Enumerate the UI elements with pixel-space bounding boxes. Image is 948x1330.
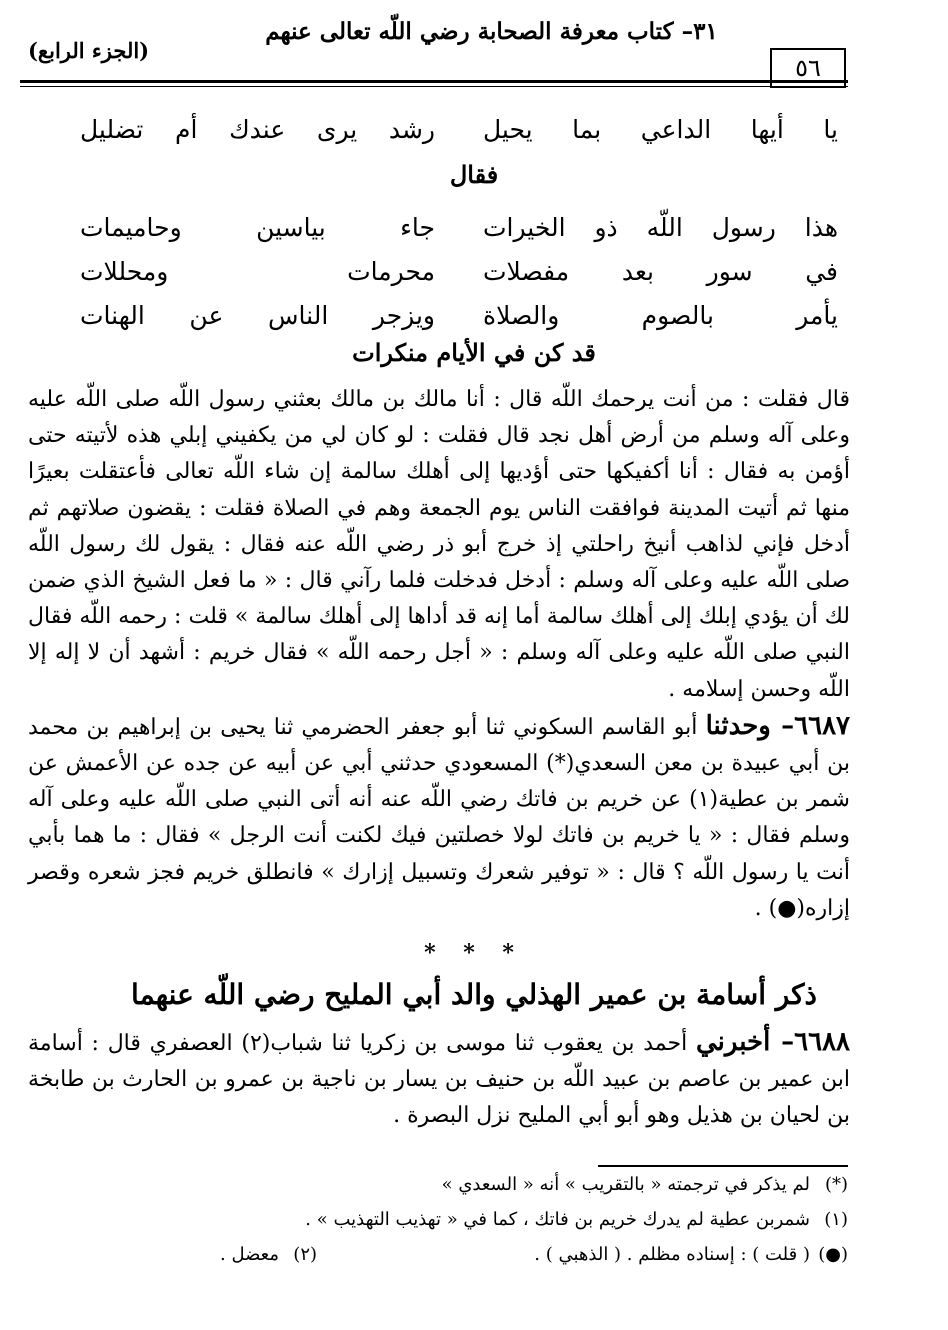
verse-second-hemistich: محرمات ومحللات (80, 257, 435, 286)
poem-closing-line: قد كن في الأيام منكرات (352, 338, 596, 367)
hadith-text: أبو القاسم السكوني ثنا أبو جعفر الحضرمي ثنا يحيى بن إبراهيم بن محمد بن أبي عبيدة بن معن السعدي(*) المسعودي حدثني أبي عن أبيه عن جده عن الأعمش عن شمر بن عطية(١) عن خريم بن فاتك رضي اللّه عنه أنه أتى النبي صلى اللّه عليه وعلى آله وسلم فقال : « يا خريم بن فاتك لولا خصلتين فيك لكنت أنت الرجل » فقال : ما هما بأبي أنت يا رسول اللّه ؟ قال : « توفير شعرك وتسبيل إزارك » فانطلق خريم فجز شعره وقصر إزاره(●) . (28, 714, 850, 921)
footnote-text: لم يذكر في ترجمته « بالتقريب » أنه « السعدي » (441, 1174, 810, 1195)
header-rule (20, 80, 848, 83)
footnote (40, 1242, 848, 1268)
hadith-number: ٦٦٨٧– وحدثنا (705, 710, 850, 741)
verse-first-hemistich: يا أيها الداعي بما يحيل (483, 115, 838, 144)
verse-line (80, 250, 838, 294)
footnote (40, 1207, 848, 1233)
verse-first-hemistich: هذا رسول اللّه ذو الخيرات (483, 213, 838, 242)
verse-line (80, 108, 838, 152)
page-number: ٥٦ (770, 48, 846, 88)
main-text-2 (28, 1024, 850, 1134)
running-title: ٣١– كتاب معرفة الصحابة رضي اللّه تعالى عنهم (265, 18, 718, 45)
narrative-paragraph: قال فقلت : من أنت يرحمك اللّه قال : أنا مالك بن مالك بعثني رسول اللّه صلى اللّه عليه وعلى آله وسلم من أرض أهل نجد قال فقلت : لو كان لي من يكفيني إبلي هذه لأتيته حتى أؤمن به فقال : أنا أكفيكها حتى أؤديها إلى أهلك سالمة إن شاء اللّه تعالى فأعتقلت بعيرًا منها ثم أتيت المدينة فوافقت الناس يوم الجمعة وهم في الصلاة فقلت : يقضون صلاتهم ثم أدخل فإني لذاهب أنيخ راحلتي إذ خرج أبو ذر رضي اللّه عنه فقال : يقول لك رسول اللّه صلى اللّه عليه وعلى آله وسلم : أدخل فدخلت فلما رآني قال : « ما فعل الشيخ الذي ضمن لك أن يؤدي إبلك إلى أهلك سالمة أما إنه قد أداها إلى أهلك سالمة » قلت : رحمه اللّه فقال النبي صلى اللّه عليه وعلى آله وسلم : « أجل رحمه اللّه » فقال خريم : أشهد أن لا إله إلا اللّه وحسن إسلامه . (28, 387, 851, 702)
verse-line (80, 294, 838, 338)
footnote-text: معضل . (220, 1244, 280, 1265)
footnote-text: ( قلت ) : إسناده مظلم . ( الذهبي ) . (534, 1244, 810, 1265)
section-title: ذكر أسامة بن عمير الهذلي والد أبي المليح رضي اللّه عنهما (131, 978, 817, 1011)
verse-first-hemistich: في سور بعد مفصلات (483, 257, 838, 286)
volume-label: (الجزء الرابع) (28, 38, 150, 63)
footnote-text: شمربن عطية لم يدرك خريم بن فاتك ، كما في « تهذيب التهذيب » . (305, 1209, 810, 1230)
verse-line (80, 206, 838, 250)
header-rule-thin (20, 86, 848, 87)
footnote (40, 1172, 848, 1198)
poem-qala: فقال (449, 160, 499, 189)
verse-first-hemistich: يأمر بالصوم والصلاة (483, 301, 838, 330)
hadith-6687 (28, 708, 850, 927)
verse-second-hemistich: رشد يرى عندك أم تضليل (80, 115, 435, 144)
footnote-marker: (●) (818, 1244, 848, 1265)
verse-second-hemistich: جاء بياسين وحاميمات (80, 213, 435, 242)
footnote-marker: (٢) (293, 1244, 318, 1265)
hadith-text: أحمد بن يعقوب ثنا موسى بن زكريا ثنا شباب(٢) العصفري قال : أسامة ابن عمير بن عاصم بن عبيد اللّه بن حنيف بن يسار بن ناجية بن عمرو بن الحارث بن طابخة بن لحيان بن هذيل وهو أبو أبي المليح نزل البصرة . (28, 1031, 850, 1128)
hadith-number: ٦٦٨٨– أخبرني (695, 1027, 850, 1057)
hadith-6688 (28, 1024, 850, 1134)
footnote-rule (598, 1165, 848, 1167)
section-separator: * * * (424, 940, 524, 966)
footnote-marker: (١) (824, 1209, 848, 1230)
verse-second-hemistich: ويزجر الناس عن الهنات (80, 301, 435, 330)
main-text (28, 382, 850, 927)
footnote-2 (220, 1242, 317, 1268)
footnote-marker: (*) (824, 1174, 848, 1195)
